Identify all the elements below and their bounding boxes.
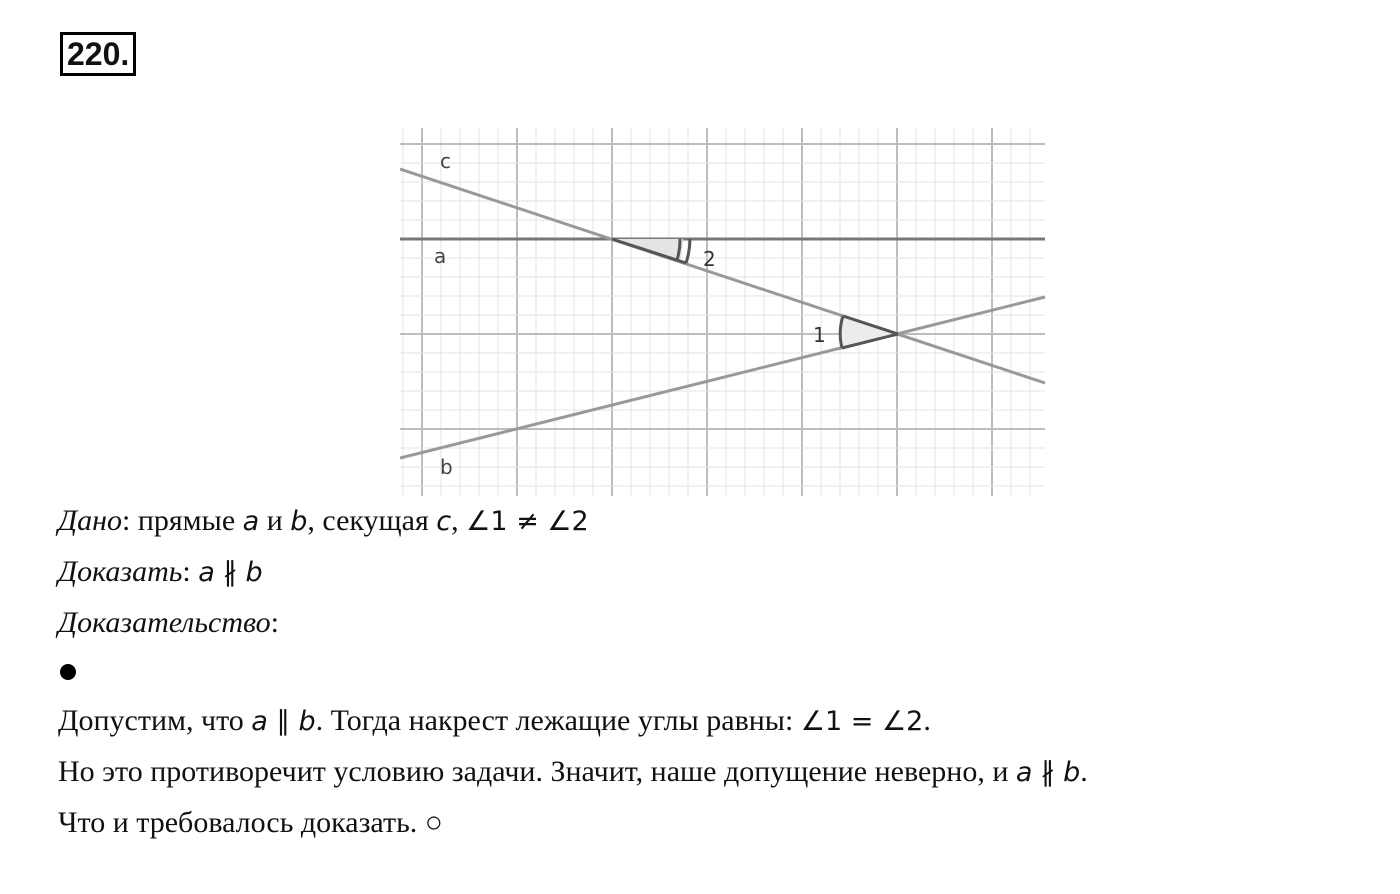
prove-colon: : [182, 555, 199, 588]
prove-line [58, 555, 263, 589]
proof-colon: : [270, 606, 279, 639]
proof-l1-parallel: a ∥ b [251, 706, 316, 737]
proof-heading: Доказательство [58, 606, 271, 639]
proof-text-line-1 [58, 704, 931, 738]
proof-l2-a: Но это противоречит условию задачи. Значит, наше допущение неверно, и [58, 755, 1016, 788]
line-b [400, 297, 1045, 458]
given-line [58, 504, 589, 538]
proof-l1-b: . Тогда накрест лежащие углы равны: [315, 704, 801, 737]
given-text-1: : прямые [121, 504, 243, 537]
proof-l1-angles: ∠1 = ∠2 [800, 706, 924, 737]
proof-l1-a: Допустим, что [58, 704, 252, 737]
given-var-b: b [290, 506, 308, 537]
proof-line [58, 606, 279, 640]
given-var-a: a [242, 506, 260, 537]
prove-statement: a ∦ b [198, 557, 263, 588]
given-comma: , [451, 504, 467, 537]
label-angle-1: 1 [813, 323, 826, 347]
proof-text-line-2 [58, 755, 1088, 789]
geometry-figure [400, 128, 1048, 498]
given-heading: Дано [58, 504, 122, 537]
given-text-2: , секущая [307, 504, 437, 537]
prove-heading: Доказать [58, 555, 183, 588]
given-and: и [259, 504, 291, 537]
grid [400, 128, 1045, 496]
proof-l2-c: . [1080, 755, 1088, 788]
label-angle-2: 2 [703, 247, 716, 271]
bullet-icon [60, 664, 76, 680]
given-condition: ∠1 ≠ ∠2 [466, 506, 589, 537]
proof-l1-c: . [923, 704, 931, 737]
label-a: a [434, 244, 447, 268]
proof-text-line-3: Что и требовалось доказать. ○ [58, 806, 443, 839]
proof-l2-not-parallel: a ∦ b [1015, 757, 1081, 788]
label-c: c [440, 149, 451, 173]
problem-number: 220. [60, 32, 136, 76]
label-b: b [440, 455, 453, 479]
given-var-c: c [436, 506, 452, 537]
